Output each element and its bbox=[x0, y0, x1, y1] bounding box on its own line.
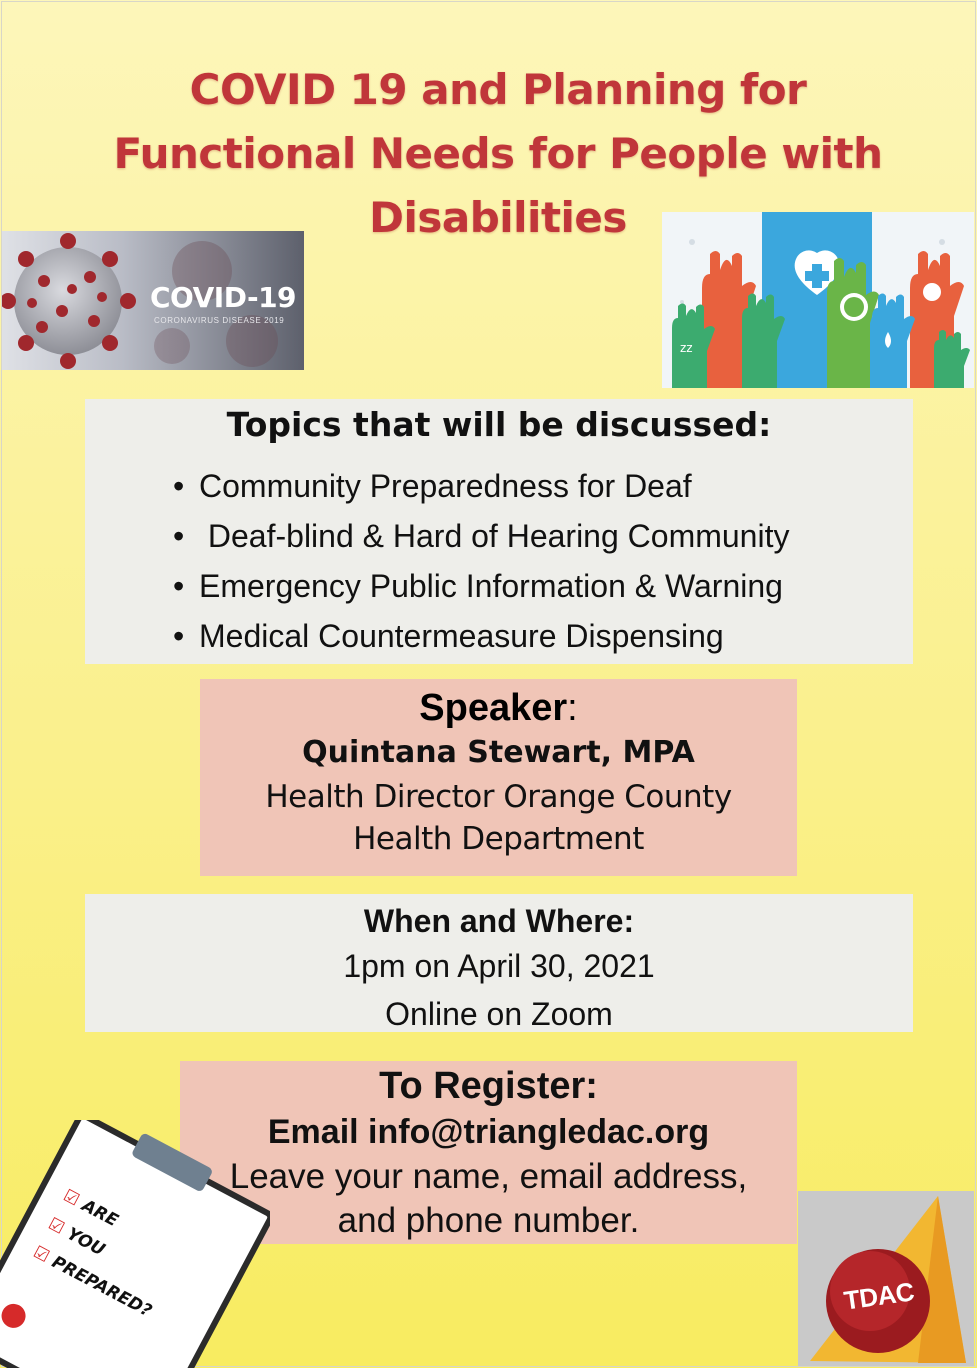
checkmark-icon: ☑ bbox=[44, 1214, 68, 1239]
register-instructions-line-1: Leave your name, email address, bbox=[229, 1157, 748, 1196]
register-heading: To Register: bbox=[379, 1065, 598, 1107]
topics-panel bbox=[85, 399, 913, 664]
register-email[interactable]: Email info@triangledac.org bbox=[267, 1113, 710, 1151]
clipboard-illustration bbox=[0, 1120, 270, 1368]
topic-item bbox=[173, 461, 789, 511]
title-line-3: Disabilities bbox=[369, 193, 627, 242]
topic-item bbox=[173, 511, 789, 561]
when-where-panel bbox=[85, 894, 913, 1032]
checkmark-icon: ☑ bbox=[29, 1242, 53, 1268]
clipboard-board bbox=[0, 1120, 270, 1368]
speaker-heading: Speaker bbox=[419, 687, 568, 729]
clipboard-line-1: ARE bbox=[78, 1195, 122, 1232]
when-where-heading: When and Where: bbox=[363, 903, 635, 939]
title-line-1: COVID 19 and Planning for bbox=[189, 65, 807, 114]
topic-text: Medical Countermeasure Dispensing bbox=[199, 618, 724, 654]
event-location: Online on Zoom bbox=[385, 996, 613, 1032]
svg-text:zz: zz bbox=[680, 341, 693, 355]
covid-banner-title: COVID-19 bbox=[150, 281, 297, 314]
first-aid-icon bbox=[0, 1300, 30, 1332]
title-line-2: Functional Needs for People with bbox=[113, 129, 883, 178]
bullet-icon: • bbox=[173, 468, 185, 504]
bullet-icon: • bbox=[173, 568, 185, 604]
topic-text: Emergency Public Information & Warning bbox=[199, 568, 783, 604]
speaker-name: Quintana Stewart, MPA bbox=[302, 735, 695, 770]
checkmark-icon: ☑ bbox=[59, 1185, 83, 1211]
clipboard-clip-icon bbox=[131, 1132, 214, 1193]
covid-banner-subtitle: CORONAVIRUS DISEASE 2019 bbox=[154, 316, 285, 325]
speaker-role-line-1: Health Director Orange County bbox=[265, 779, 732, 815]
clipboard-line-3: PREPARED? bbox=[48, 1252, 155, 1322]
bullet-icon: • bbox=[173, 618, 185, 654]
speaker-role-line-2: Health Department bbox=[353, 821, 644, 857]
tdac-logo-text: TDAC bbox=[842, 1276, 916, 1316]
tdac-triangle-icon bbox=[798, 1191, 974, 1366]
speaker-heading-colon: : bbox=[567, 687, 578, 729]
covid-19-banner-image bbox=[2, 231, 304, 370]
raised-hands-illustration bbox=[662, 212, 974, 388]
raised-hands-icon bbox=[662, 212, 974, 388]
topic-text: Community Preparedness for Deaf bbox=[199, 468, 692, 504]
topic-text: Deaf-blind & Hard of Hearing Community bbox=[199, 518, 790, 554]
topics-list bbox=[173, 461, 789, 661]
event-time: 1pm on April 30, 2021 bbox=[343, 948, 655, 984]
tdac-logo bbox=[798, 1191, 974, 1366]
speaker-heading-row bbox=[200, 685, 797, 731]
topics-heading: Topics that will be discussed: bbox=[226, 405, 772, 444]
clipboard-text bbox=[27, 1180, 188, 1326]
topic-item bbox=[173, 611, 789, 661]
bullet-icon: • bbox=[173, 518, 185, 554]
register-instructions-line-2: and phone number. bbox=[337, 1201, 640, 1240]
clipboard-line-2: YOU bbox=[63, 1223, 109, 1261]
speaker-panel bbox=[200, 679, 797, 876]
topic-item bbox=[173, 561, 789, 611]
register-panel bbox=[180, 1061, 797, 1244]
